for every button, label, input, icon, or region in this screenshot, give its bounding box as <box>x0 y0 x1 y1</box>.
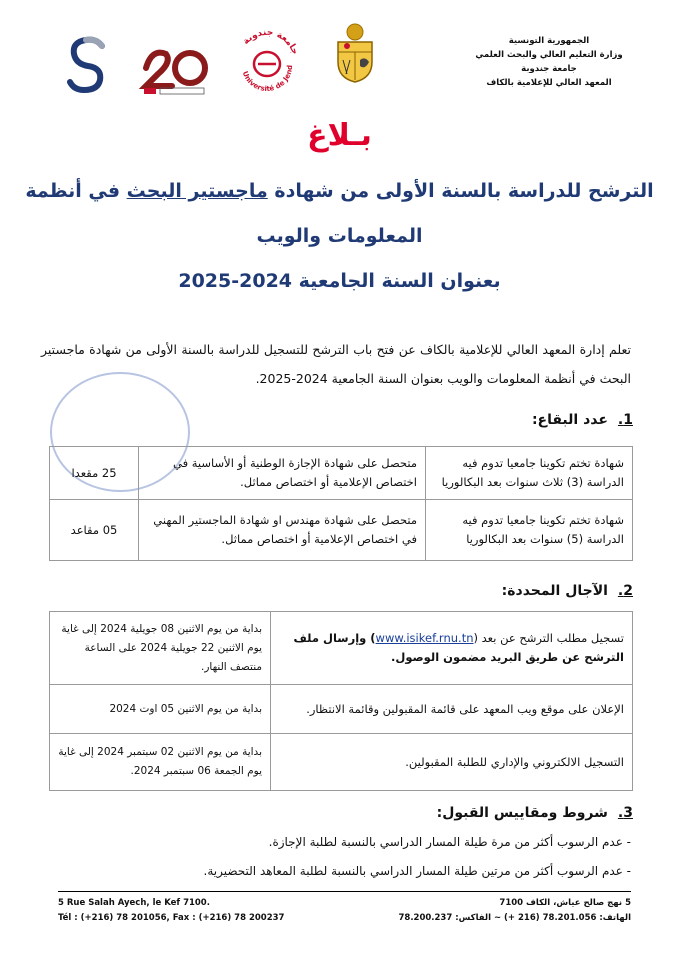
subject-line-2: المعلومات والويب <box>256 225 423 247</box>
academic-year-line: بعنوان السنة الجامعية 2024-2025 <box>178 270 501 292</box>
tunisia-coat-of-arms-logo <box>330 22 380 84</box>
section-1-number: 1. <box>617 412 633 428</box>
seats-cell: 05 مقاعد <box>50 500 139 561</box>
footer-phone-ar: الهاتف: 78.201.056 (216 +) ~ الفاكس: 78.200.237 <box>398 913 631 923</box>
diploma-cell: شهادة تختم تكوينا جامعيا تدوم فيه الدراسة (5) سنوات بعد البكالوريا <box>426 500 633 561</box>
table-row <box>50 500 633 561</box>
seats-table <box>49 446 633 561</box>
header-line-institute: المعهد العالي للإعلامية بالكاف <box>486 78 612 88</box>
task-text-a: تسجيل مطلب الترشح عن بعد ( <box>473 631 624 645</box>
date-cell: بداية من يوم الاثنين 05 اوت 2024 <box>50 685 271 734</box>
university-jendouba-logo <box>232 22 302 96</box>
footer-divider <box>58 891 631 892</box>
date-cell: بداية من يوم الاثنين 02 سبتمبر 2024 إلى غاية يوم الجمعة 06 سبتمبر 2024. <box>50 734 271 791</box>
section-1-title: عدد البقاع: <box>531 412 608 428</box>
section-2-heading <box>502 583 633 599</box>
header-line-ministry: وزارة التعليم العالي والبحث العلمي <box>475 50 623 60</box>
diploma-cell: شهادة تختم تكوينا جامعيا تدوم فيه الدراسة (3) ثلاث سنوات بعد البكالوريا <box>426 447 633 500</box>
table-row <box>50 447 633 500</box>
requirement-cell: متحصل على شهادة الإجازة الوطنية أو الأساسية في اختصاص الإعلامية أو اختصاص مماثل. <box>139 447 426 500</box>
task-cell: الإعلان على موقع ويب المعهد على قائمة المقبولين وقائمة الانتظار. <box>271 685 633 734</box>
subject-research-master: ماجستير البحث <box>126 180 268 202</box>
footer-phone-fr: Tél : (+216) 78 201056, Fax : (+216) 78 200237 <box>58 913 285 923</box>
anniversary-20-logo <box>138 40 213 96</box>
task-text-b: ) وإرسال ملف الترشح عن طريق البريد مضمون الوصول. <box>293 631 624 664</box>
requirement-cell: متحصل على شهادة مهندس او شهادة الماجستير المهني في اختصاص الإعلامية أو اختصاص مماثل. <box>139 500 426 561</box>
section-3-title: شروط ومقاييس القبول: <box>436 805 608 821</box>
subject-line-1-part-c: في أنظمة <box>25 180 127 202</box>
footer-right <box>398 896 631 926</box>
table-row <box>50 685 633 734</box>
section-1-heading <box>532 412 633 428</box>
isikef-s-logo <box>66 36 110 94</box>
criteria-item-1: - عدم الرسوب أكثر من مرة طيلة المسار الدراسي بالنسبة لطلبة الإجازة. <box>268 835 631 849</box>
section-2-number: 2. <box>617 583 633 599</box>
subject-line-1-part-a: الترشح للدراسة بالسنة الأولى من شهادة <box>267 180 654 202</box>
criteria-item-2: - عدم الرسوب أكثر من مرتين طيلة المسار الدراسي بالنسبة لطلبة المعاهد التحضيرية. <box>203 864 631 878</box>
header-text <box>449 34 649 90</box>
seats-cell: 25 مقعدا <box>50 447 139 500</box>
logo-univ-fr: Université de Jend <box>240 64 295 94</box>
header-line-university: جامعة جندوبة <box>521 64 577 74</box>
website-link[interactable]: www.isikef.rnu.tn <box>375 631 474 645</box>
intro-paragraph: تعلم إدارة المعهد العالي للإعلامية بالكاف عن فتح باب الترشح للتسجيل للدراسة بالسنة الأولى من شهادة ماجستير البحث في أنظمة المعلومات والويب بعنوان السنة الجامعية 2024-2025. <box>41 342 631 386</box>
task-cell: التسجيل الالكتروني والإداري للطلبة المقبولين. <box>271 734 633 791</box>
logo-univ-ar: جامعة جندوبة <box>241 27 300 57</box>
date-cell: بداية من يوم الاثنين 08 جويلية 2024 إلى غاية يوم الاثنين 22 جويلية 2024 على الساعة منتصف النهار. <box>50 612 271 685</box>
header-line-republic: الجمهورية التونسية <box>508 36 590 46</box>
deadlines-table <box>49 611 633 791</box>
section-2-title: الآجال المحددة: <box>501 583 608 599</box>
task-cell <box>271 612 633 685</box>
section-3-number: 3. <box>617 805 633 821</box>
section-3-heading <box>437 805 633 821</box>
footer-address-fr: 5 Rue Salah Ayech, le Kef 7100. <box>58 898 210 908</box>
footer-address-ar: 5 نهج صالح عياش، الكاف 7100 <box>499 898 631 908</box>
table-row <box>50 734 633 791</box>
subject-line-1 <box>0 180 679 202</box>
announcement-title: بـلاغ <box>307 118 372 153</box>
table-row <box>50 612 633 685</box>
footer-left <box>58 896 284 926</box>
